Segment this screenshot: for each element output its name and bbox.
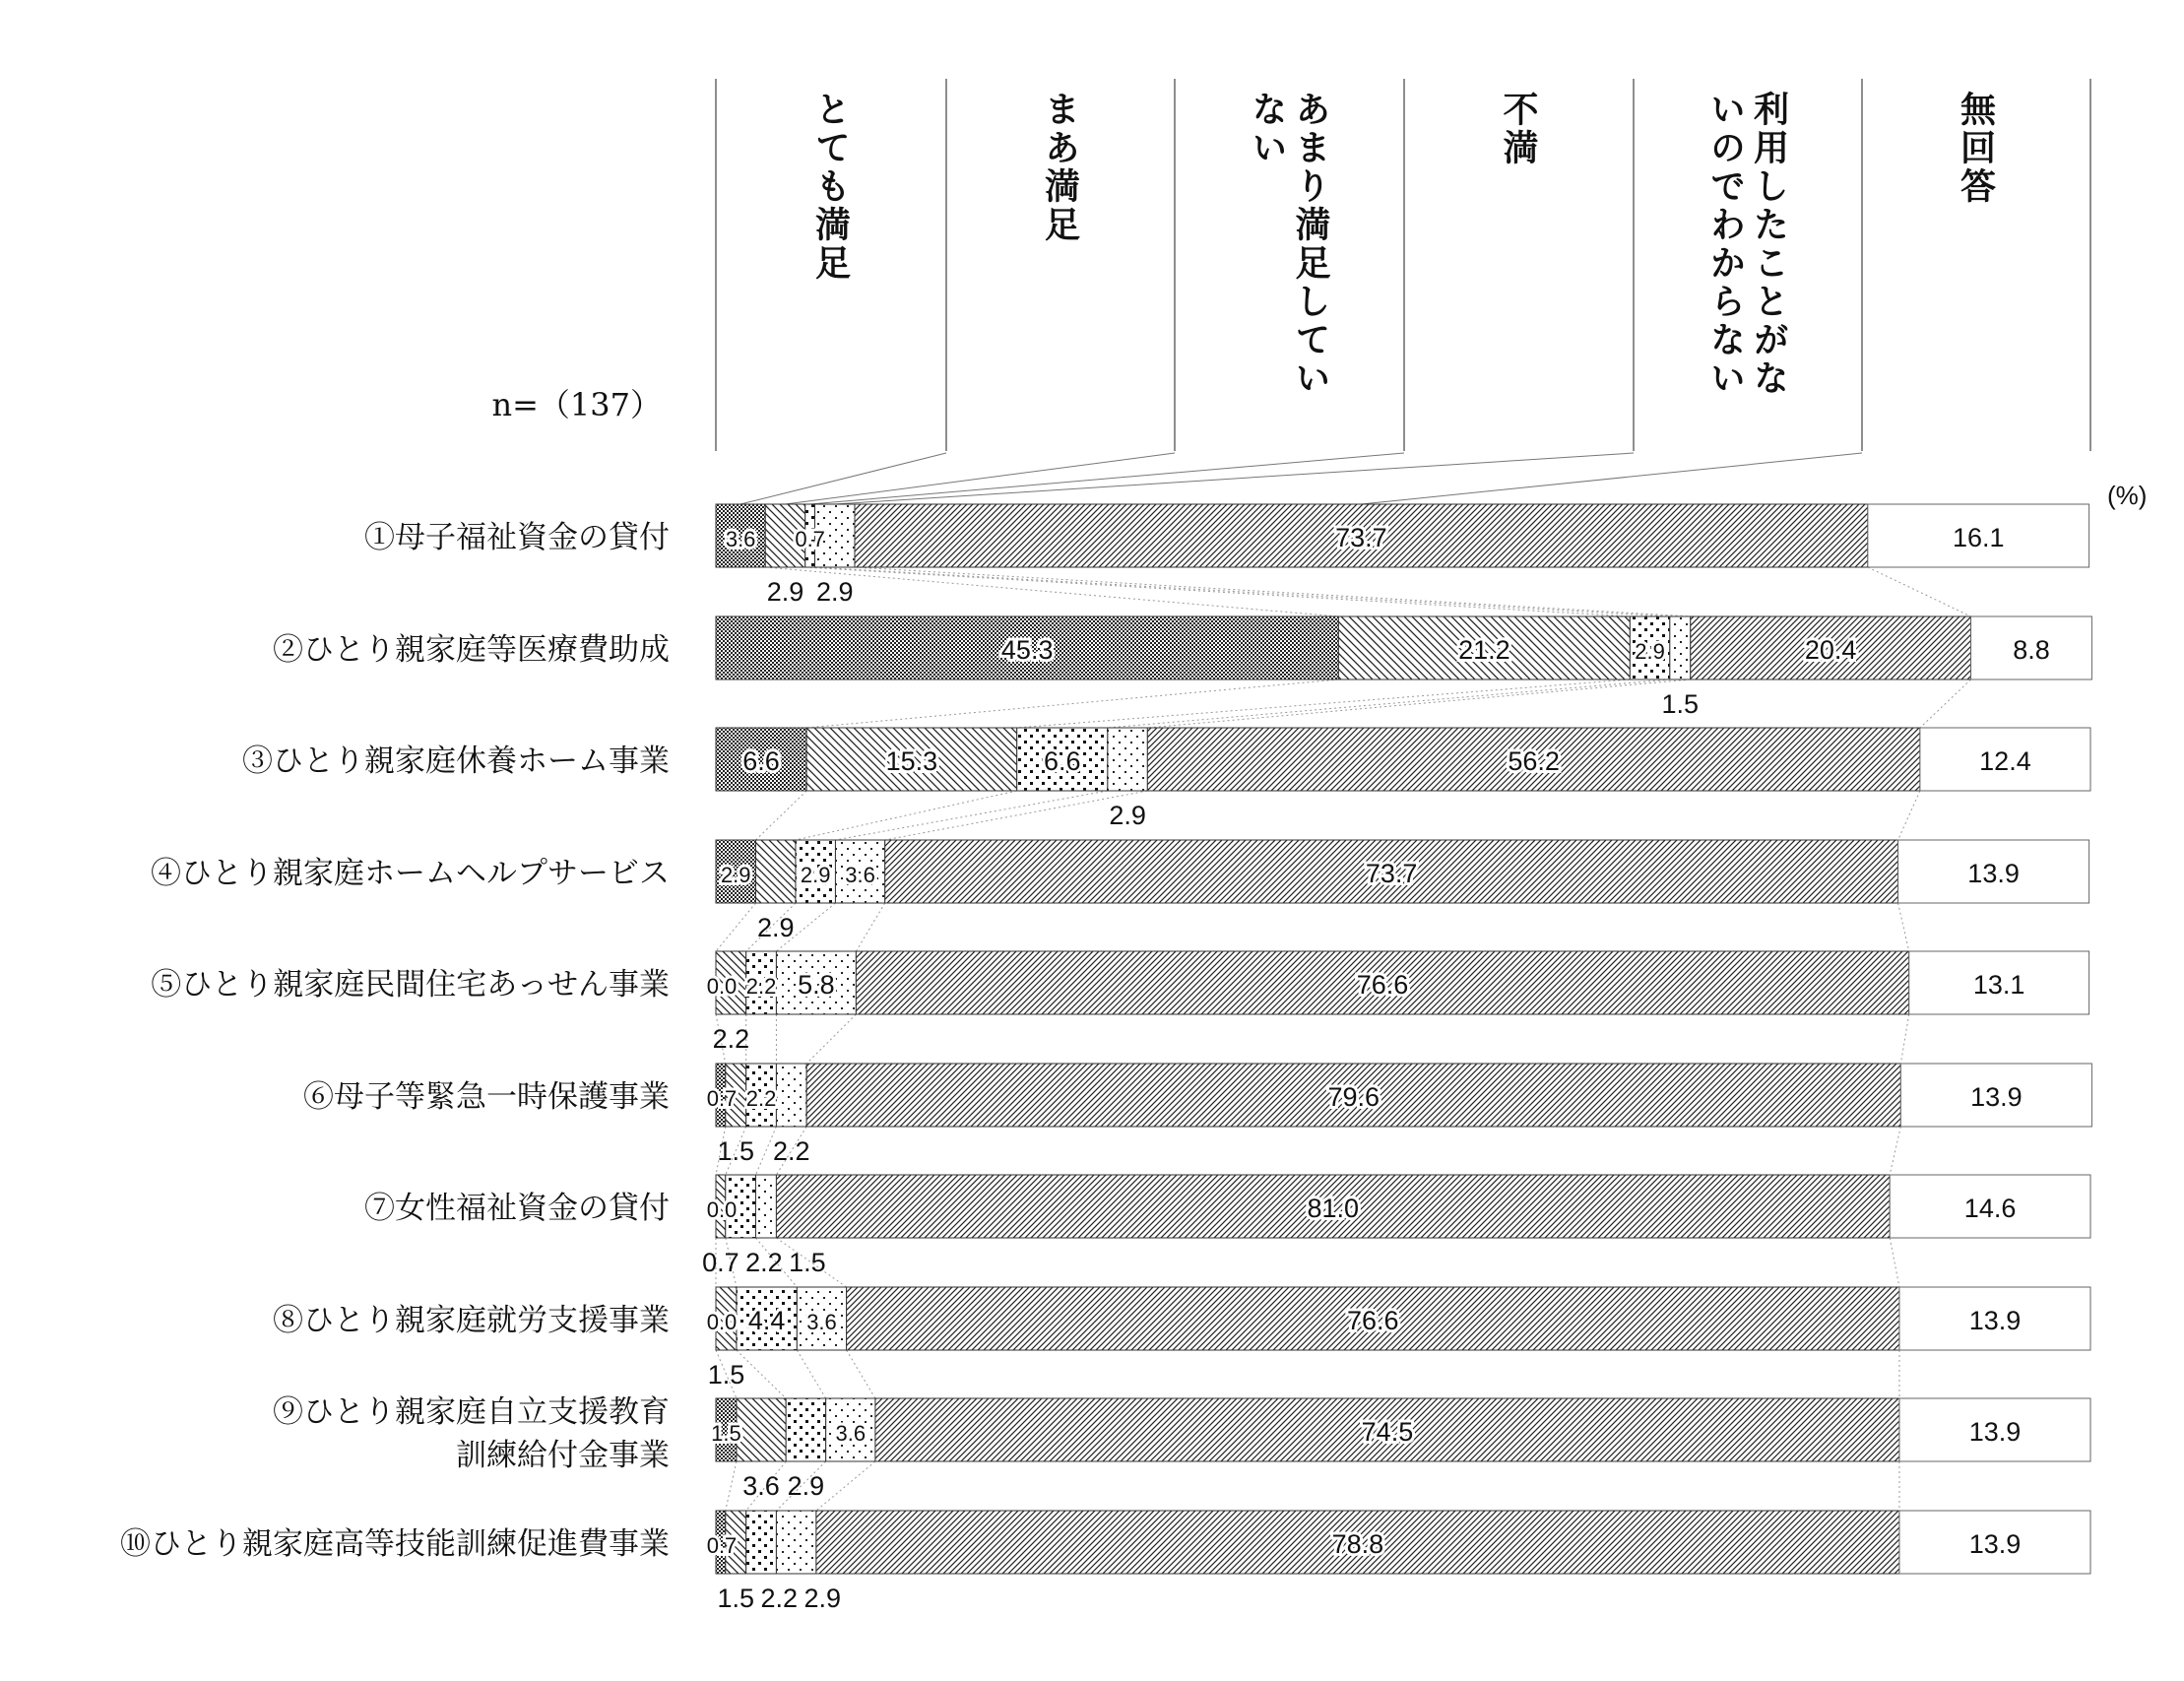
data-label-1-5: 8.8: [2013, 635, 2050, 665]
data-label-5-4: 79.6: [1327, 1082, 1381, 1112]
data-label-5-3: 2.2: [773, 1136, 810, 1166]
bar-segment-9-2: [746, 1511, 777, 1574]
data-label-7-2: 4.4: [747, 1306, 786, 1335]
category-label-2: ③ひとり親家庭休養ホーム事業: [242, 744, 670, 779]
data-label-7-3: 3.6: [806, 1310, 837, 1334]
data-label-7-5: 13.9: [1968, 1306, 2022, 1335]
data-label-4-4: 76.6: [1356, 970, 1409, 1000]
data-label-2-5: 12.4: [1979, 746, 2031, 776]
data-label-4-1: 2.2: [712, 1024, 750, 1054]
data-label-4-0: 0.0: [706, 974, 738, 999]
bar-segment-8-2: [786, 1398, 825, 1461]
data-label-6-0: 0.0: [706, 1197, 738, 1222]
data-label-1-4: 20.4: [1804, 635, 1857, 665]
data-label-6-4: 81.0: [1307, 1194, 1360, 1223]
category-label-8: ⑨ひとり親家庭自立支援教育: [273, 1394, 670, 1430]
data-label-9-4: 78.8: [1331, 1529, 1384, 1559]
bar-segment-3-1: [755, 840, 795, 903]
data-label-8-4: 74.5: [1361, 1417, 1414, 1447]
data-label-5-0: 0.7: [706, 1086, 738, 1111]
row-connector: [805, 567, 1631, 616]
row-connector: [806, 1014, 856, 1064]
category-label-8: 訓練給付金事業: [456, 1438, 670, 1473]
row-connector: [847, 1350, 875, 1398]
data-label-0-1: 2.9: [766, 577, 804, 607]
row-connector: [1890, 1127, 1900, 1175]
row-connector: [796, 791, 1017, 840]
data-label-2-1: 15.3: [885, 746, 938, 776]
data-label-4-3: 5.8: [798, 970, 835, 1000]
row-connector: [1108, 679, 1670, 728]
data-label-0-5: 16.1: [1952, 523, 2005, 552]
row-connector: [1017, 679, 1631, 728]
row-connector: [1920, 679, 1971, 728]
legend-label-1: まあ満足: [1040, 91, 1081, 244]
row-connector: [755, 791, 806, 840]
data-label-9-5: 13.9: [1968, 1529, 2022, 1559]
data-label-3-2: 2.9: [800, 863, 831, 887]
data-label-6-2: 2.2: [745, 1248, 783, 1277]
bar-segment-5-3: [776, 1064, 806, 1127]
data-label-7-1: 1.5: [707, 1360, 745, 1390]
category-label-6: ⑦女性福祉資金の貸付: [364, 1191, 670, 1226]
data-label-6-5: 14.6: [1963, 1194, 2017, 1223]
row-connector: [1868, 567, 1971, 616]
data-label-7-0: 0.0: [706, 1310, 738, 1334]
row-connector: [815, 567, 1670, 616]
data-label-0-0: 3.6: [725, 527, 756, 551]
row-connector: [726, 1461, 737, 1511]
data-label-2-3: 2.9: [1109, 801, 1146, 830]
legend-label-3: 不満: [1499, 91, 1539, 167]
row-connector: [856, 903, 884, 951]
bar-segment-9-3: [776, 1511, 815, 1574]
category-label-5: ⑥母子等緊急一時保護事業: [303, 1079, 670, 1115]
data-label-9-3: 2.9: [803, 1584, 842, 1613]
legend-label-0: とても満足: [810, 91, 852, 283]
data-label-2-2: 6.6: [1044, 746, 1081, 776]
sample-size-label: n=（137）: [491, 386, 662, 423]
data-label-3-1: 2.9: [756, 913, 795, 942]
data-label-5-2: 2.2: [745, 1086, 777, 1111]
data-label-3-0: 2.9: [720, 863, 751, 887]
bar-segment-2-3: [1108, 728, 1147, 791]
data-label-4-2: 2.2: [745, 974, 777, 999]
data-label-0-2: 0.7: [795, 527, 825, 551]
row-connector: [855, 567, 1691, 616]
data-label-1-2: 2.9: [1635, 639, 1665, 664]
legend-label-2: ない: [1248, 91, 1288, 167]
data-label-5-5: 13.9: [1970, 1082, 2023, 1112]
data-label-0-3: 2.9: [815, 577, 854, 607]
bar-segment-8-1: [737, 1398, 786, 1461]
data-label-1-3: 1.5: [1661, 689, 1700, 719]
category-label-4: ⑤ひとり親家庭民間住宅あっせん事業: [151, 967, 670, 1002]
legend-label-5: 無回答: [1956, 91, 1997, 206]
legend-label-2: あまり満足してい: [1291, 91, 1331, 398]
data-label-1-0: 45.3: [1000, 635, 1054, 665]
category-label-9: ⑩ひとり親家庭高等技能訓練促進費事業: [120, 1526, 670, 1562]
unit-label: (%): [2107, 481, 2148, 510]
legend-leader-2: [810, 453, 1404, 504]
category-label-1: ②ひとり親家庭等医療費助成: [273, 632, 670, 668]
data-label-1-1: 21.2: [1458, 635, 1510, 665]
legend-leader-3: [835, 453, 1634, 504]
category-label-0: ①母子福祉資金の貸付: [364, 520, 670, 555]
data-label-8-5: 13.9: [1968, 1417, 2022, 1447]
row-connector: [1147, 679, 1690, 728]
data-label-4-5: 13.1: [1972, 970, 2025, 1000]
row-connector: [797, 1350, 825, 1398]
row-connector: [1890, 1238, 1899, 1287]
data-label-9-2: 2.2: [760, 1584, 799, 1613]
data-label-9-0: 0.7: [706, 1533, 738, 1558]
data-label-7-4: 76.6: [1347, 1306, 1399, 1335]
data-label-9-1: 1.5: [717, 1584, 755, 1613]
data-label-3-5: 13.9: [1967, 859, 2020, 888]
data-label-8-2: 2.9: [787, 1471, 825, 1501]
data-label-5-1: 1.5: [717, 1136, 755, 1166]
bar-segment-1-3: [1670, 616, 1691, 679]
category-label-3: ④ひとり親家庭ホームヘルプサービス: [151, 856, 670, 891]
data-label-0-4: 73.7: [1335, 523, 1387, 552]
data-label-3-4: 73.7: [1365, 859, 1418, 888]
data-label-6-3: 1.5: [789, 1248, 826, 1277]
row-connector: [806, 679, 1338, 728]
row-connector: [1900, 1014, 1908, 1064]
legend-leader-4: [1361, 453, 1862, 504]
data-label-8-1: 3.6: [742, 1471, 780, 1501]
data-label-8-3: 3.6: [835, 1421, 867, 1446]
row-connector: [1898, 791, 1920, 840]
row-connector: [716, 903, 755, 951]
data-label-2-4: 56.2: [1508, 746, 1560, 776]
legend-label-4: いのでわからない: [1705, 91, 1747, 398]
legend-label-4: 利用したことがな: [1749, 91, 1790, 398]
row-connector: [1898, 903, 1909, 951]
data-label-8-0: 1.5: [711, 1421, 741, 1446]
row-connector: [835, 791, 1107, 840]
bar-segment-6-3: [755, 1175, 776, 1238]
row-connector: [816, 1461, 875, 1511]
data-label-3-3: 3.6: [845, 863, 875, 887]
category-label-7: ⑧ひとり親家庭就労支援事業: [273, 1303, 670, 1338]
data-label-2-0: 6.6: [742, 746, 780, 776]
data-label-6-1: 0.7: [702, 1248, 739, 1277]
